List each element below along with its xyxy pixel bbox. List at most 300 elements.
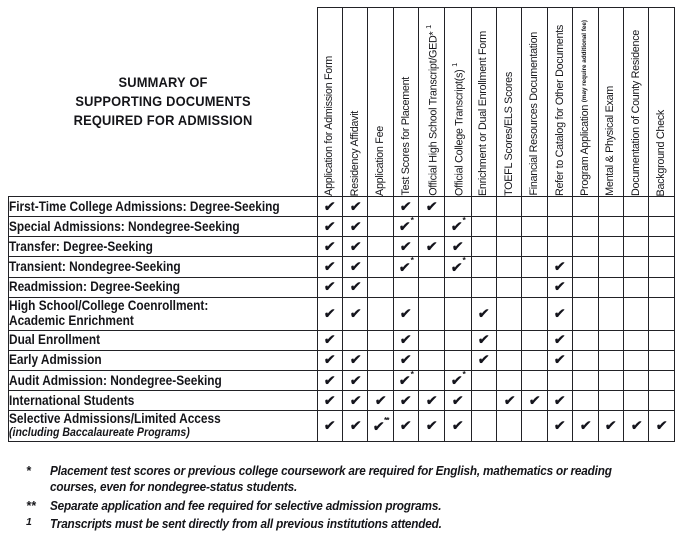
footnote-reference: 1 — [449, 63, 459, 67]
title-line-3: REQUIRED FOR ADMISSION — [73, 112, 252, 129]
empty-cell — [368, 297, 393, 330]
footnote-marker: * — [26, 464, 31, 479]
checkmark-icon: ✔ — [398, 373, 412, 389]
column-header — [368, 8, 393, 197]
table-row — [9, 197, 675, 217]
empty-cell — [419, 257, 445, 277]
check-cell — [547, 277, 572, 297]
check-cell — [598, 411, 623, 442]
footnote — [26, 498, 675, 514]
row-label-cell — [9, 217, 318, 237]
checkmark-icon: ✔ — [425, 418, 439, 434]
check-cell — [393, 297, 418, 330]
empty-cell — [649, 297, 675, 330]
check-cell — [343, 370, 368, 390]
check-cell — [419, 197, 445, 217]
column-header-label: Enrichment or Dual Enrollment Form — [477, 30, 490, 196]
checkmark-icon: ✔ — [477, 332, 491, 348]
column-header — [598, 8, 623, 197]
check-cell — [343, 237, 368, 257]
footnote-reference: * — [462, 368, 465, 379]
empty-cell — [419, 297, 445, 330]
check-cell — [393, 350, 418, 370]
table-row — [9, 217, 675, 237]
empty-cell — [547, 370, 572, 390]
table-row — [9, 370, 675, 390]
empty-cell — [547, 217, 572, 237]
footnote-reference: * — [410, 255, 413, 266]
column-header-label: Residency Affidavit — [348, 110, 361, 196]
empty-cell — [522, 370, 547, 390]
row-label-cell — [9, 391, 318, 411]
check-cell — [393, 237, 418, 257]
row-label-cell — [9, 330, 318, 350]
empty-cell — [547, 237, 572, 257]
check-cell — [496, 391, 521, 411]
empty-cell — [419, 330, 445, 350]
empty-cell — [368, 277, 393, 297]
empty-cell — [522, 350, 547, 370]
checkmark-icon: ✔ — [502, 392, 516, 408]
empty-cell — [445, 350, 471, 370]
empty-cell — [496, 277, 521, 297]
empty-cell — [522, 277, 547, 297]
row-label-cell — [9, 277, 318, 297]
check-cell — [343, 197, 368, 217]
check-cell — [573, 411, 598, 442]
checkmark-icon: ✔ — [348, 418, 362, 434]
check-cell — [317, 330, 342, 350]
empty-cell — [598, 370, 623, 390]
check-cell — [547, 257, 572, 277]
empty-cell — [496, 237, 521, 257]
empty-cell — [471, 370, 496, 390]
empty-cell — [598, 237, 623, 257]
checkmark-icon: ✔ — [553, 392, 567, 408]
check-cell — [419, 411, 445, 442]
checkmark-icon: ✔ — [371, 419, 385, 435]
checkmark-icon: ✔ — [323, 352, 337, 368]
empty-cell — [445, 297, 471, 330]
column-header-label: Test Scores for Placement — [399, 77, 412, 196]
check-cell — [317, 370, 342, 390]
empty-cell — [368, 350, 393, 370]
empty-cell — [496, 330, 521, 350]
empty-cell — [624, 297, 649, 330]
checkmark-icon: ✔ — [399, 418, 413, 434]
check-cell — [393, 370, 418, 390]
checkmark-icon: ✔ — [323, 392, 337, 408]
check-cell — [317, 391, 342, 411]
checkmark-icon: ✔ — [323, 372, 337, 388]
check-cell — [471, 330, 496, 350]
check-cell — [317, 237, 342, 257]
empty-cell — [598, 257, 623, 277]
check-cell — [624, 411, 649, 442]
check-cell — [445, 257, 471, 277]
check-cell — [445, 391, 471, 411]
checkmark-icon: ✔ — [604, 418, 618, 434]
check-cell — [445, 217, 471, 237]
checkmark-icon: ✔ — [450, 219, 464, 235]
empty-cell — [496, 257, 521, 277]
checkmark-icon: ✔ — [323, 198, 337, 214]
column-header — [547, 8, 572, 197]
column-header — [496, 8, 521, 197]
admissions-documents-table — [8, 7, 675, 442]
column-header — [317, 8, 342, 197]
checkmark-icon: ✔ — [579, 418, 592, 434]
row-label: Transient: Nondegree-Seeking — [9, 258, 181, 274]
row-label: High School/College Coenrollment: — [9, 297, 209, 313]
checkmark-icon: ✔ — [348, 279, 362, 295]
empty-cell — [419, 277, 445, 297]
check-cell — [368, 411, 393, 442]
empty-cell — [496, 197, 521, 217]
empty-cell — [598, 330, 623, 350]
footnote-reference: * — [410, 215, 413, 225]
column-header — [624, 8, 649, 197]
check-cell — [393, 391, 418, 411]
table-row — [9, 237, 675, 257]
empty-cell — [471, 277, 496, 297]
empty-cell — [393, 277, 418, 297]
checkmark-icon: ✔ — [348, 198, 362, 214]
checkmark-icon: ✔ — [425, 198, 439, 214]
check-cell — [547, 411, 572, 442]
checkmark-icon: ✔ — [323, 418, 337, 434]
row-label: Readmission: Degree-Seeking — [9, 279, 181, 295]
empty-cell — [573, 277, 598, 297]
empty-cell — [368, 330, 393, 350]
column-headers-row — [9, 8, 675, 197]
checkmark-icon: ✔ — [399, 305, 413, 321]
empty-cell — [471, 391, 496, 411]
empty-cell — [445, 277, 471, 297]
footnote-reference: * — [462, 255, 465, 266]
row-sublabel: (including Baccalaureate Programs) — [9, 425, 190, 440]
empty-cell — [522, 411, 547, 442]
empty-cell — [471, 197, 496, 217]
checkmark-icon: ✔ — [629, 418, 643, 434]
checkmark-icon: ✔ — [553, 279, 567, 295]
row-label: Selective Admissions/Limited Access — [9, 411, 221, 427]
check-cell — [471, 350, 496, 370]
check-cell — [522, 391, 547, 411]
checkmark-icon: ✔ — [553, 418, 567, 434]
table-row — [9, 350, 675, 370]
empty-cell — [368, 197, 393, 217]
table-row — [9, 411, 675, 442]
column-header-label: TOEFL Scores/ELS Scores — [502, 72, 515, 196]
checkmark-icon: ✔ — [323, 305, 337, 321]
empty-cell — [598, 391, 623, 411]
check-cell — [471, 297, 496, 330]
empty-cell — [522, 217, 547, 237]
empty-cell — [649, 237, 675, 257]
column-header — [393, 8, 418, 197]
check-cell — [343, 350, 368, 370]
check-cell — [317, 277, 342, 297]
checkmark-icon: ✔ — [348, 392, 362, 408]
empty-cell — [598, 277, 623, 297]
check-cell — [343, 391, 368, 411]
column-header — [649, 8, 675, 197]
empty-cell — [649, 391, 675, 411]
check-cell — [393, 197, 418, 217]
check-cell — [317, 217, 342, 237]
checkmark-icon: ✔ — [398, 259, 412, 275]
check-cell — [317, 197, 342, 217]
checkmark-icon: ✔ — [477, 305, 491, 321]
row-label-cell — [9, 297, 318, 330]
row-label-cell — [9, 197, 318, 217]
checkmark-icon: ✔ — [399, 198, 413, 214]
empty-cell — [649, 277, 675, 297]
checkmark-icon: ✔ — [553, 352, 567, 368]
check-cell — [317, 257, 342, 277]
check-cell — [445, 370, 471, 390]
row-label-cell — [9, 370, 318, 390]
empty-cell — [624, 350, 649, 370]
empty-cell — [368, 370, 393, 390]
column-header — [343, 8, 368, 197]
row-label-cell — [9, 237, 318, 257]
row-label: Early Admission — [9, 352, 102, 368]
column-header-label: Official College Transcript(s) $^1$ — [449, 63, 466, 196]
checkmark-icon: ✔ — [528, 392, 542, 408]
footnote-marker: 1 — [26, 516, 32, 529]
check-cell — [317, 297, 342, 330]
empty-cell — [649, 197, 675, 217]
empty-cell — [419, 370, 445, 390]
check-cell — [393, 257, 418, 277]
column-header-label: Application for Admission Form — [323, 56, 336, 196]
empty-cell — [368, 217, 393, 237]
check-cell — [445, 237, 471, 257]
check-cell — [419, 237, 445, 257]
empty-cell — [496, 370, 521, 390]
check-cell — [547, 330, 572, 350]
empty-cell — [624, 277, 649, 297]
checkmark-icon: ✔ — [323, 218, 337, 234]
row-label: First-Time College Admissions: Degree-Seeking — [9, 198, 280, 214]
column-header — [522, 8, 547, 197]
check-cell — [317, 350, 342, 370]
footnotes — [26, 463, 675, 531]
checkmark-icon: ✔ — [450, 259, 464, 275]
document-page — [0, 7, 675, 552]
checkmark-icon: ✔ — [477, 352, 491, 368]
empty-cell — [573, 217, 598, 237]
empty-cell — [496, 411, 521, 442]
row-label: International Students — [9, 392, 135, 408]
check-cell — [343, 411, 368, 442]
empty-cell — [649, 330, 675, 350]
checkmark-icon: ✔ — [425, 238, 439, 254]
checkmark-icon: ✔ — [348, 352, 362, 368]
checkmark-icon: ✔ — [425, 392, 439, 408]
footnote-reference: ** — [383, 414, 389, 425]
check-cell — [317, 411, 342, 442]
empty-cell — [598, 197, 623, 217]
empty-cell — [471, 411, 496, 442]
empty-cell — [598, 297, 623, 330]
row-label: Special Admissions: Nondegree-Seeking — [9, 218, 240, 234]
check-cell — [343, 297, 368, 330]
row-sublabel: Academic Enrichment — [9, 312, 134, 328]
column-header-label: Application Fee — [374, 126, 387, 196]
table-body — [9, 197, 675, 442]
checkmark-icon: ✔ — [450, 373, 464, 389]
footnote-reference: 1 — [423, 25, 433, 30]
column-header-label: Refer to Catalog for Other Documents — [553, 24, 566, 196]
column-header-label: Documentation of County Residence — [629, 30, 642, 196]
checkmark-icon: ✔ — [553, 305, 567, 321]
checkmark-icon: ✔ — [399, 238, 413, 254]
footnote-text: Placement test scores or previous college coursework are required for English, mathematics or reading courses, even for nondegree-status students. — [50, 463, 612, 495]
row-label-cell — [9, 257, 318, 277]
empty-cell — [522, 257, 547, 277]
checkmark-icon: ✔ — [374, 392, 388, 408]
empty-cell — [624, 197, 649, 217]
empty-cell — [471, 237, 496, 257]
checkmark-icon: ✔ — [451, 392, 465, 408]
empty-cell — [649, 350, 675, 370]
empty-cell — [445, 330, 471, 350]
check-cell — [343, 217, 368, 237]
empty-cell — [368, 237, 393, 257]
column-header-label: Financial Resources Documentation — [528, 32, 541, 196]
column-header-label: Program Application (may require additional fee) — [579, 20, 592, 196]
column-header-label: Background Check — [655, 109, 668, 196]
empty-cell — [522, 237, 547, 257]
check-cell — [393, 411, 418, 442]
footnote-reference: * — [462, 215, 465, 225]
checkmark-icon: ✔ — [451, 418, 465, 434]
check-cell — [343, 257, 368, 277]
checkmark-icon: ✔ — [553, 258, 567, 274]
empty-cell — [368, 257, 393, 277]
empty-cell — [573, 330, 598, 350]
column-header-label: Mental & Physical Exam — [604, 86, 617, 196]
empty-cell — [649, 370, 675, 390]
title-line-2: SUPPORTING DOCUMENTS — [74, 93, 251, 110]
checkmark-icon: ✔ — [348, 238, 362, 254]
check-cell — [343, 277, 368, 297]
empty-cell — [573, 350, 598, 370]
empty-cell — [419, 217, 445, 237]
column-header — [419, 8, 445, 197]
footnote-text: Separate application and fee required for selective admission programs. — [50, 497, 442, 513]
empty-cell — [547, 197, 572, 217]
empty-cell — [496, 217, 521, 237]
empty-cell — [649, 217, 675, 237]
checkmark-icon: ✔ — [399, 332, 413, 348]
column-header — [471, 8, 496, 197]
check-cell — [547, 350, 572, 370]
empty-cell — [419, 350, 445, 370]
row-label-cell — [9, 350, 318, 370]
empty-cell — [522, 297, 547, 330]
empty-cell — [598, 350, 623, 370]
checkmark-icon: ✔ — [398, 219, 412, 235]
checkmark-icon: ✔ — [323, 258, 337, 274]
check-cell — [649, 411, 675, 442]
check-cell — [393, 330, 418, 350]
empty-cell — [649, 257, 675, 277]
check-cell — [547, 391, 572, 411]
checkmark-icon: ✔ — [348, 218, 362, 234]
footnote-text: Transcripts must be sent directly from all previous institutions attended. — [50, 516, 442, 532]
checkmark-icon: ✔ — [323, 279, 337, 295]
table-title — [9, 8, 318, 197]
checkmark-icon: ✔ — [399, 352, 413, 368]
empty-cell — [573, 197, 598, 217]
row-label: Transfer: Degree-Seeking — [9, 238, 153, 254]
empty-cell — [624, 391, 649, 411]
column-header — [573, 8, 598, 197]
column-header-note: (may require additional fee) — [581, 20, 589, 103]
empty-cell — [624, 370, 649, 390]
checkmark-icon: ✔ — [348, 258, 362, 274]
empty-cell — [598, 217, 623, 237]
row-label: Dual Enrollment — [9, 332, 101, 348]
checkmark-icon: ✔ — [399, 392, 413, 408]
empty-cell — [624, 330, 649, 350]
empty-cell — [496, 297, 521, 330]
empty-cell — [496, 350, 521, 370]
empty-cell — [573, 297, 598, 330]
checkmark-icon: ✔ — [348, 372, 362, 388]
empty-cell — [573, 257, 598, 277]
checkmark-icon: ✔ — [348, 305, 362, 321]
checkmark-icon: ✔ — [323, 238, 337, 254]
empty-cell — [471, 217, 496, 237]
title-line-1: SUMMARY OF — [117, 74, 208, 91]
footnote — [26, 463, 675, 494]
column-header — [445, 8, 471, 197]
footnote — [26, 516, 675, 532]
row-label: Audit Admission: Nondegree-Seeking — [9, 372, 222, 388]
empty-cell — [624, 257, 649, 277]
check-cell — [393, 217, 418, 237]
empty-cell — [573, 370, 598, 390]
empty-cell — [471, 257, 496, 277]
table-row — [9, 277, 675, 297]
empty-cell — [573, 391, 598, 411]
check-cell — [419, 391, 445, 411]
empty-cell — [343, 330, 368, 350]
table-row — [9, 257, 675, 277]
check-cell — [445, 411, 471, 442]
check-cell — [547, 297, 572, 330]
table-row — [9, 297, 675, 330]
checkmark-icon: ✔ — [323, 332, 337, 348]
empty-cell — [624, 237, 649, 257]
empty-cell — [522, 197, 547, 217]
footnote-marker: ** — [26, 498, 36, 513]
footnote-reference: * — [410, 368, 413, 379]
table-row — [9, 330, 675, 350]
checkmark-icon: ✔ — [553, 332, 567, 348]
empty-cell — [445, 197, 471, 217]
checkmark-icon: ✔ — [655, 418, 669, 434]
checkmark-icon: ✔ — [451, 238, 465, 254]
empty-cell — [522, 330, 547, 350]
check-cell — [368, 391, 393, 411]
row-label-cell — [9, 411, 318, 442]
